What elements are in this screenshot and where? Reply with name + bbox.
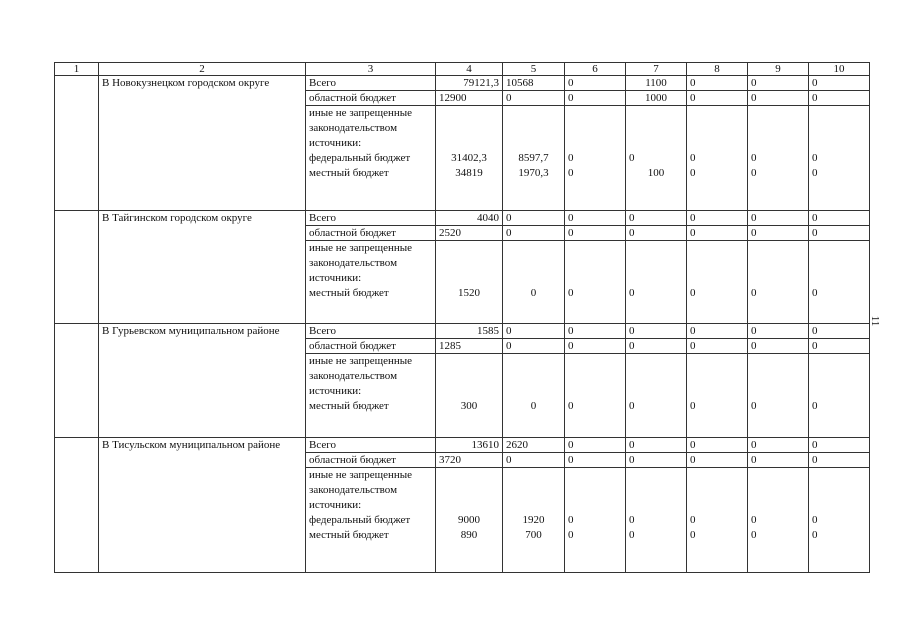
blank-line xyxy=(812,354,866,369)
value-cell xyxy=(503,468,565,573)
value-text: 0 xyxy=(629,400,635,413)
blank-line xyxy=(568,241,622,256)
blank-line xyxy=(751,241,805,256)
other-sources-cell xyxy=(306,354,436,438)
value-cell: 0 xyxy=(809,91,870,106)
blank-line xyxy=(506,241,561,256)
blank-line xyxy=(690,498,744,513)
blank-line xyxy=(439,384,499,399)
col-header: 1 xyxy=(55,63,99,76)
source-label: федеральный бюджет xyxy=(309,514,411,527)
blank-line xyxy=(506,106,561,121)
value-cell: 0 xyxy=(626,438,687,453)
value-text: 31402,3 xyxy=(451,152,487,164)
value-text: 0 xyxy=(690,167,696,179)
territory-name: В Тайгинском городском округе xyxy=(99,210,306,324)
value-cell: 0 xyxy=(748,438,809,453)
value-cell xyxy=(436,354,503,438)
other-sources-cell xyxy=(306,468,436,573)
blank-line xyxy=(506,354,561,369)
blank-line xyxy=(629,256,683,271)
blank-line xyxy=(439,468,499,483)
blank-line xyxy=(690,256,744,271)
value-cell: 0 xyxy=(503,324,565,339)
col-header: 10 xyxy=(809,63,870,76)
value-cell: 1100 xyxy=(626,76,687,91)
blank-line xyxy=(812,483,866,498)
blank-line xyxy=(506,369,561,384)
value-cell: 0 xyxy=(687,324,748,339)
value-cell xyxy=(503,106,565,211)
value-cell xyxy=(809,468,870,573)
other-sources-label: иные не запрещенные xyxy=(309,241,413,254)
value-cell: 0 xyxy=(809,453,870,468)
other-sources-label: законодательством xyxy=(309,484,398,497)
value-cell: 0 xyxy=(748,453,809,468)
value-cell: 1000 xyxy=(626,91,687,106)
value-text: 0 xyxy=(530,286,537,299)
other-sources-label: источники: xyxy=(309,271,362,284)
blank-line xyxy=(439,106,499,121)
value-cell: 13610 xyxy=(436,438,503,453)
blank-line xyxy=(629,468,683,483)
value-cell xyxy=(748,354,809,438)
value-cell: 0 xyxy=(565,76,626,91)
budget-table xyxy=(54,62,870,573)
value-cell: 0 xyxy=(687,339,748,354)
row-number-cell xyxy=(55,76,99,211)
blank-line xyxy=(568,121,622,136)
value-cell: 0 xyxy=(687,453,748,468)
blank-line xyxy=(568,271,622,286)
value-cell xyxy=(748,240,809,324)
source-label: местный бюджет xyxy=(309,167,389,179)
other-sources-label: законодательством xyxy=(309,256,398,269)
blank-line xyxy=(439,241,499,256)
header-row xyxy=(55,63,870,76)
blank-line xyxy=(629,121,683,136)
blank-line xyxy=(751,121,805,136)
blank-line xyxy=(568,256,622,271)
value-text: 0 xyxy=(812,514,818,527)
value-text: 0 xyxy=(629,152,635,164)
value-cell: 0 xyxy=(687,210,748,225)
value-text: 0 xyxy=(629,286,635,299)
value-cell xyxy=(503,240,565,324)
row-number-cell xyxy=(55,324,99,438)
value-cell: 0 xyxy=(687,225,748,240)
value-cell: 2620 xyxy=(503,438,565,453)
blank-line xyxy=(568,483,622,498)
value-cell xyxy=(565,468,626,573)
value-cell xyxy=(687,354,748,438)
value-cell: 0 xyxy=(809,210,870,225)
value-cell xyxy=(626,354,687,438)
territory-name: В Новокузнецком городском округе xyxy=(99,76,306,211)
blank-line xyxy=(506,256,561,271)
value-cell: 12900 xyxy=(436,91,503,106)
other-sources-label: источники: xyxy=(309,385,362,398)
source-label: областной бюджет xyxy=(306,339,436,354)
blank-line xyxy=(439,369,499,384)
value-cell: 0 xyxy=(503,339,565,354)
blank-line xyxy=(439,136,499,151)
value-text: 0 xyxy=(812,152,818,164)
value-cell: 0 xyxy=(809,324,870,339)
value-text: 0 xyxy=(690,152,696,164)
value-cell: 0 xyxy=(626,210,687,225)
col-header: 5 xyxy=(503,63,565,76)
blank-line xyxy=(812,271,866,286)
blank-line xyxy=(506,468,561,483)
value-cell xyxy=(565,354,626,438)
value-cell: 0 xyxy=(748,225,809,240)
page-number: 11 xyxy=(869,315,881,327)
blank-line xyxy=(629,369,683,384)
value-text: 700 xyxy=(525,529,542,542)
col-header: 4 xyxy=(436,63,503,76)
blank-line xyxy=(751,106,805,121)
value-cell xyxy=(687,468,748,573)
other-sources-cell xyxy=(306,240,436,324)
value-text: 0 xyxy=(530,400,537,413)
table-body xyxy=(55,63,870,573)
value-text: 0 xyxy=(812,529,818,542)
value-text: 0 xyxy=(690,529,696,542)
blank-line xyxy=(629,498,683,513)
blank-line xyxy=(506,271,561,286)
value-cell xyxy=(687,106,748,211)
value-cell: 0 xyxy=(748,76,809,91)
value-cell xyxy=(809,106,870,211)
source-label: Всего xyxy=(306,76,436,91)
blank-line xyxy=(568,369,622,384)
value-text: 0 xyxy=(690,286,696,299)
value-cell: 0 xyxy=(503,210,565,225)
blank-line xyxy=(629,384,683,399)
value-text: 0 xyxy=(568,529,574,542)
other-sources-label: законодательством xyxy=(309,122,398,134)
blank-line xyxy=(690,136,744,151)
value-cell: 4040 xyxy=(436,210,503,225)
value-cell: 0 xyxy=(626,225,687,240)
value-cell xyxy=(748,468,809,573)
blank-line xyxy=(506,384,561,399)
other-sources-label: источники: xyxy=(309,137,362,149)
col-header: 6 xyxy=(565,63,626,76)
value-text: 0 xyxy=(812,400,818,413)
value-text: 0 xyxy=(751,529,757,542)
blank-line xyxy=(751,354,805,369)
blank-line xyxy=(812,136,866,151)
blank-line xyxy=(812,369,866,384)
col-header: 2 xyxy=(99,63,306,76)
blank-line xyxy=(812,468,866,483)
blank-line xyxy=(506,121,561,136)
source-label: федеральный бюджет xyxy=(309,152,411,164)
blank-line xyxy=(506,483,561,498)
value-cell: 0 xyxy=(565,324,626,339)
blank-line xyxy=(629,483,683,498)
source-label: областной бюджет xyxy=(306,453,436,468)
other-sources-label: источники: xyxy=(309,499,362,512)
value-text: 0 xyxy=(568,167,574,179)
blank-line xyxy=(690,483,744,498)
blank-line xyxy=(812,384,866,399)
value-cell: 0 xyxy=(626,339,687,354)
blank-line xyxy=(812,256,866,271)
value-text: 8597,7 xyxy=(518,152,549,164)
value-cell: 1585 xyxy=(436,324,503,339)
blank-line xyxy=(629,354,683,369)
territory-name: В Тисульском муниципальном районе xyxy=(99,438,306,573)
blank-line xyxy=(812,106,866,121)
value-text: 1920 xyxy=(522,514,545,527)
value-cell xyxy=(748,106,809,211)
value-text: 100 xyxy=(647,167,665,179)
blank-line xyxy=(506,498,561,513)
value-cell: 0 xyxy=(503,225,565,240)
source-label: местный бюджет xyxy=(309,400,389,413)
blank-line xyxy=(751,256,805,271)
value-text: 0 xyxy=(751,514,757,527)
value-cell: 0 xyxy=(565,210,626,225)
source-label: местный бюджет xyxy=(309,529,389,542)
value-cell xyxy=(565,240,626,324)
value-text: 0 xyxy=(629,529,635,542)
blank-line xyxy=(439,121,499,136)
blank-line xyxy=(629,271,683,286)
value-text: 0 xyxy=(751,167,757,179)
blank-line xyxy=(629,241,683,256)
value-text: 0 xyxy=(568,514,574,527)
value-text: 890 xyxy=(460,529,478,542)
value-text: 0 xyxy=(690,514,696,527)
value-text: 0 xyxy=(812,286,818,299)
blank-line xyxy=(690,468,744,483)
value-cell: 1285 xyxy=(436,339,503,354)
blank-line xyxy=(751,483,805,498)
row-number-cell xyxy=(55,210,99,324)
value-cell: 0 xyxy=(565,339,626,354)
blank-line xyxy=(751,136,805,151)
value-cell: 0 xyxy=(809,339,870,354)
value-text: 0 xyxy=(568,152,574,164)
col-header: 7 xyxy=(626,63,687,76)
territory-name: В Гурьевском муниципальном районе xyxy=(99,324,306,438)
other-sources-cell xyxy=(306,106,436,211)
value-text: 300 xyxy=(460,400,478,413)
blank-line xyxy=(812,498,866,513)
blank-line xyxy=(751,271,805,286)
value-cell xyxy=(626,240,687,324)
value-text: 0 xyxy=(690,400,696,413)
table-row xyxy=(55,76,870,91)
table-row xyxy=(55,324,870,339)
blank-line xyxy=(506,136,561,151)
value-cell xyxy=(809,354,870,438)
value-cell: 3720 xyxy=(436,453,503,468)
blank-line xyxy=(439,256,499,271)
value-cell: 2520 xyxy=(436,225,503,240)
other-sources-label: иные не запрещенные xyxy=(309,469,413,482)
blank-line xyxy=(629,136,683,151)
table-row xyxy=(55,438,870,453)
row-number-cell xyxy=(55,438,99,573)
value-cell xyxy=(626,106,687,211)
value-cell: 0 xyxy=(748,324,809,339)
blank-line xyxy=(690,369,744,384)
value-text: 0 xyxy=(568,286,574,299)
blank-line xyxy=(751,498,805,513)
blank-line xyxy=(568,354,622,369)
value-cell: 0 xyxy=(748,339,809,354)
col-header: 8 xyxy=(687,63,748,76)
blank-line xyxy=(629,106,683,121)
blank-line xyxy=(812,121,866,136)
value-cell: 0 xyxy=(748,210,809,225)
value-cell: 0 xyxy=(687,438,748,453)
value-cell: 0 xyxy=(565,225,626,240)
value-cell xyxy=(565,106,626,211)
source-label: Всего xyxy=(306,324,436,339)
value-text: 0 xyxy=(751,152,757,164)
value-text: 0 xyxy=(751,400,757,413)
source-label: областной бюджет xyxy=(306,91,436,106)
value-cell xyxy=(626,468,687,573)
value-cell: 0 xyxy=(626,453,687,468)
source-label: местный бюджет xyxy=(309,286,389,299)
value-cell: 0 xyxy=(687,91,748,106)
blank-line xyxy=(690,354,744,369)
value-cell xyxy=(687,240,748,324)
blank-line xyxy=(751,384,805,399)
blank-line xyxy=(690,384,744,399)
value-cell: 0 xyxy=(565,453,626,468)
col-header: 3 xyxy=(306,63,436,76)
value-cell: 0 xyxy=(503,453,565,468)
blank-line xyxy=(439,271,499,286)
value-cell: 0 xyxy=(748,91,809,106)
value-cell: 0 xyxy=(565,91,626,106)
value-text: 34819 xyxy=(455,167,483,179)
value-cell: 79121,3 xyxy=(436,76,503,91)
value-text: 0 xyxy=(629,514,635,527)
blank-line xyxy=(568,106,622,121)
other-sources-label: иные не запрещенные xyxy=(309,107,413,119)
blank-line xyxy=(812,241,866,256)
blank-line xyxy=(690,241,744,256)
other-sources-label: иные не запрещенные xyxy=(309,355,413,368)
value-cell: 0 xyxy=(809,76,870,91)
value-text: 9000 xyxy=(458,514,480,527)
value-text: 0 xyxy=(812,167,818,179)
value-cell: 0 xyxy=(565,438,626,453)
blank-line xyxy=(439,483,499,498)
value-cell xyxy=(436,106,503,211)
value-text: 1970,3 xyxy=(518,167,549,179)
source-label: областной бюджет xyxy=(306,225,436,240)
value-cell: 0 xyxy=(626,324,687,339)
blank-line xyxy=(439,354,499,369)
table-row xyxy=(55,210,870,225)
blank-line xyxy=(568,498,622,513)
col-header: 9 xyxy=(748,63,809,76)
blank-line xyxy=(690,121,744,136)
blank-line xyxy=(439,498,499,513)
blank-line xyxy=(751,369,805,384)
other-sources-label: законодательством xyxy=(309,370,398,383)
value-cell: 10568 xyxy=(503,76,565,91)
value-cell xyxy=(503,354,565,438)
blank-line xyxy=(568,384,622,399)
value-cell: 0 xyxy=(503,91,565,106)
source-label: Всего xyxy=(306,210,436,225)
value-cell: 0 xyxy=(687,76,748,91)
value-text: 1520 xyxy=(458,286,480,299)
value-text: 0 xyxy=(751,286,757,299)
value-cell: 0 xyxy=(809,225,870,240)
blank-line xyxy=(568,468,622,483)
blank-line xyxy=(751,468,805,483)
value-cell: 0 xyxy=(809,438,870,453)
blank-line xyxy=(690,106,744,121)
source-label: Всего xyxy=(306,438,436,453)
blank-line xyxy=(690,271,744,286)
value-cell xyxy=(436,468,503,573)
value-cell xyxy=(809,240,870,324)
value-text: 0 xyxy=(568,400,574,413)
value-cell xyxy=(436,240,503,324)
blank-line xyxy=(568,136,622,151)
